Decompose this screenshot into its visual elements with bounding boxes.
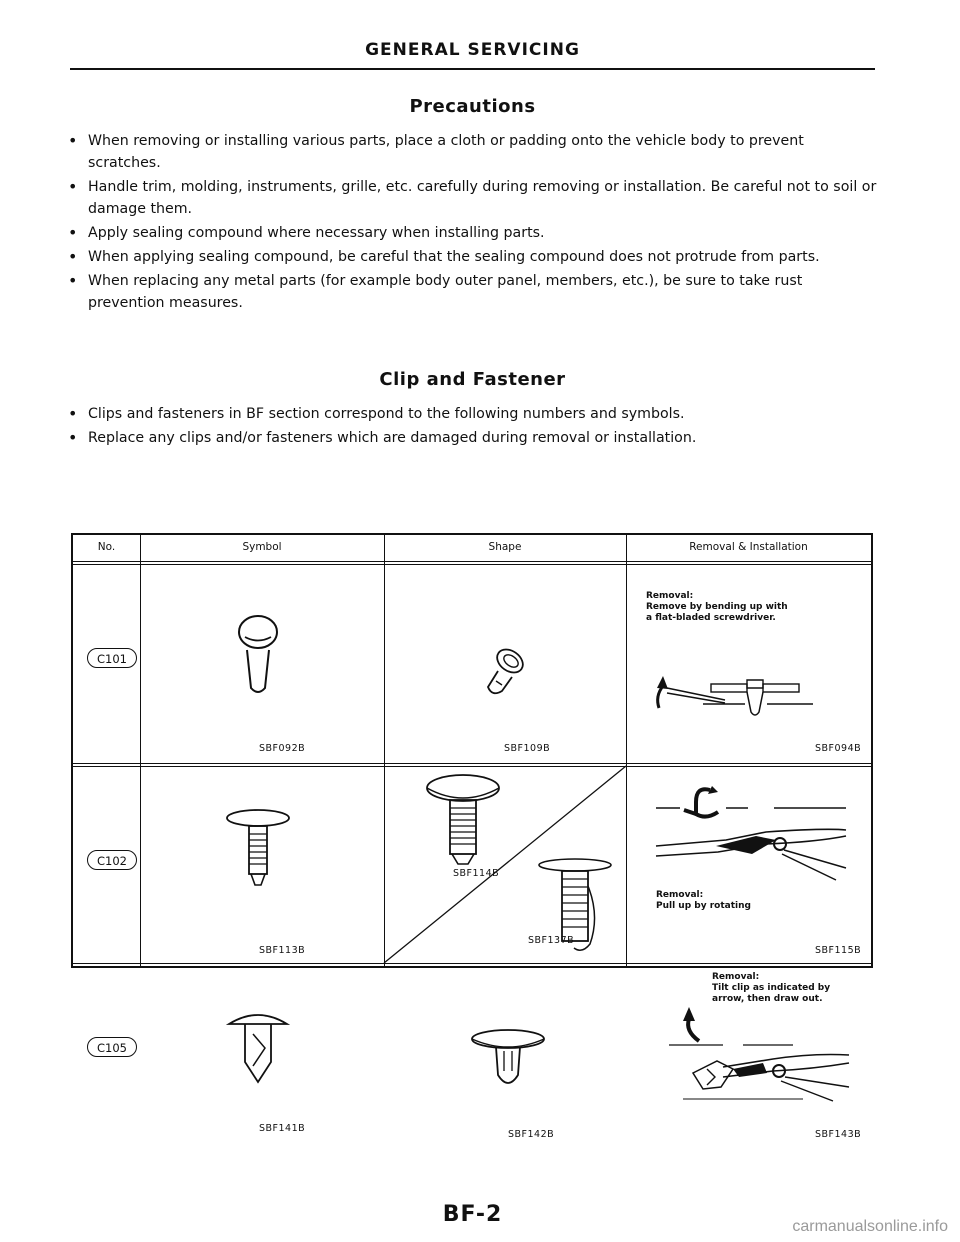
clip-code-c105: C105 bbox=[87, 1037, 137, 1057]
clip-item: • Clips and fasteners in BF section correspond to the following numbers and symbols. bbox=[62, 403, 880, 425]
watermark-text: carmanualsonline.info bbox=[792, 1218, 948, 1235]
clip-c105-shape-icon bbox=[468, 1025, 548, 1095]
precaution-item: • When removing or installing various parts, place a cloth or padding onto the vehicle body to prevent scratches. bbox=[62, 130, 880, 174]
tilt-clip-removal-icon bbox=[663, 987, 853, 1105]
clip-c102-symbol-icon bbox=[223, 805, 293, 905]
table-divider bbox=[73, 561, 871, 562]
note-line: Removal: bbox=[656, 890, 704, 900]
ref-label: SBF109B bbox=[504, 743, 551, 754]
precautions-list bbox=[62, 130, 880, 316]
header-removal: Removal & Installation bbox=[689, 541, 808, 553]
ref-label: SBF115B bbox=[815, 945, 862, 956]
note-line: Remove by bending up with bbox=[646, 602, 788, 612]
header-shape: Shape bbox=[488, 541, 522, 553]
table-divider bbox=[626, 535, 627, 966]
clip-code-c102: C102 bbox=[87, 850, 137, 870]
table-divider bbox=[73, 763, 871, 764]
clip-fastener-table bbox=[71, 533, 873, 1140]
note-line: Pull up by rotating bbox=[656, 901, 751, 911]
removal-note-c101 bbox=[646, 591, 788, 624]
page-header: GENERAL SERVICING bbox=[365, 40, 580, 60]
clip-fastener-list bbox=[62, 403, 880, 451]
clip-c101-symbol-icon bbox=[223, 610, 293, 700]
note-line: a flat-bladed screwdriver. bbox=[646, 613, 776, 623]
table-divider bbox=[140, 535, 141, 966]
screwdriver-removal-icon bbox=[653, 660, 828, 720]
ref-label: SBF141B bbox=[259, 1123, 306, 1134]
precautions-title: Precautions bbox=[409, 96, 536, 117]
note-line: Removal: bbox=[712, 972, 760, 982]
ref-label: SBF142B bbox=[508, 1129, 555, 1140]
removal-note-c102 bbox=[656, 890, 751, 912]
header-no: No. bbox=[97, 541, 116, 553]
precaution-item: • When replacing any metal parts (for example body outer panel, members, etc.), be sure to take rust prevention measures. bbox=[62, 270, 880, 314]
clip-c105-symbol-icon bbox=[223, 1010, 293, 1090]
clip-code-c101: C101 bbox=[87, 648, 137, 668]
clip-c102-shape-area bbox=[384, 766, 626, 963]
note-line: arrow, then draw out. bbox=[712, 994, 823, 1004]
clip-c101-shape-icon bbox=[478, 643, 538, 703]
ref-label: SBF137B bbox=[528, 935, 575, 946]
precaution-item: • Apply sealing compound where necessary when installing parts. bbox=[62, 222, 880, 244]
note-line: Removal: bbox=[646, 591, 694, 601]
page-number: BF-2 bbox=[442, 1202, 503, 1227]
ref-label: SBF094B bbox=[815, 743, 862, 754]
table-divider bbox=[73, 963, 871, 964]
ref-label: SBF113B bbox=[259, 945, 306, 956]
ref-label: SBF092B bbox=[259, 743, 306, 754]
pliers-rotate-removal-icon bbox=[656, 780, 856, 885]
precaution-item: • When applying sealing compound, be careful that the sealing compound does not protrude from parts. bbox=[62, 246, 880, 268]
table-divider bbox=[73, 564, 871, 565]
header-rule bbox=[70, 68, 875, 70]
note-line: Tilt clip as indicated by bbox=[712, 983, 831, 993]
ref-label: SBF143B bbox=[815, 1129, 862, 1140]
header-symbol: Symbol bbox=[242, 541, 282, 553]
precaution-item: • Handle trim, molding, instruments, grille, etc. carefully during removing or installation. Be careful not to soil or damage them. bbox=[62, 176, 880, 220]
ref-label: SBF114B bbox=[453, 868, 500, 879]
clip-item: • Replace any clips and/or fasteners which are damaged during removal or installation. bbox=[62, 427, 880, 449]
clip-fastener-title: Clip and Fastener bbox=[379, 369, 566, 390]
